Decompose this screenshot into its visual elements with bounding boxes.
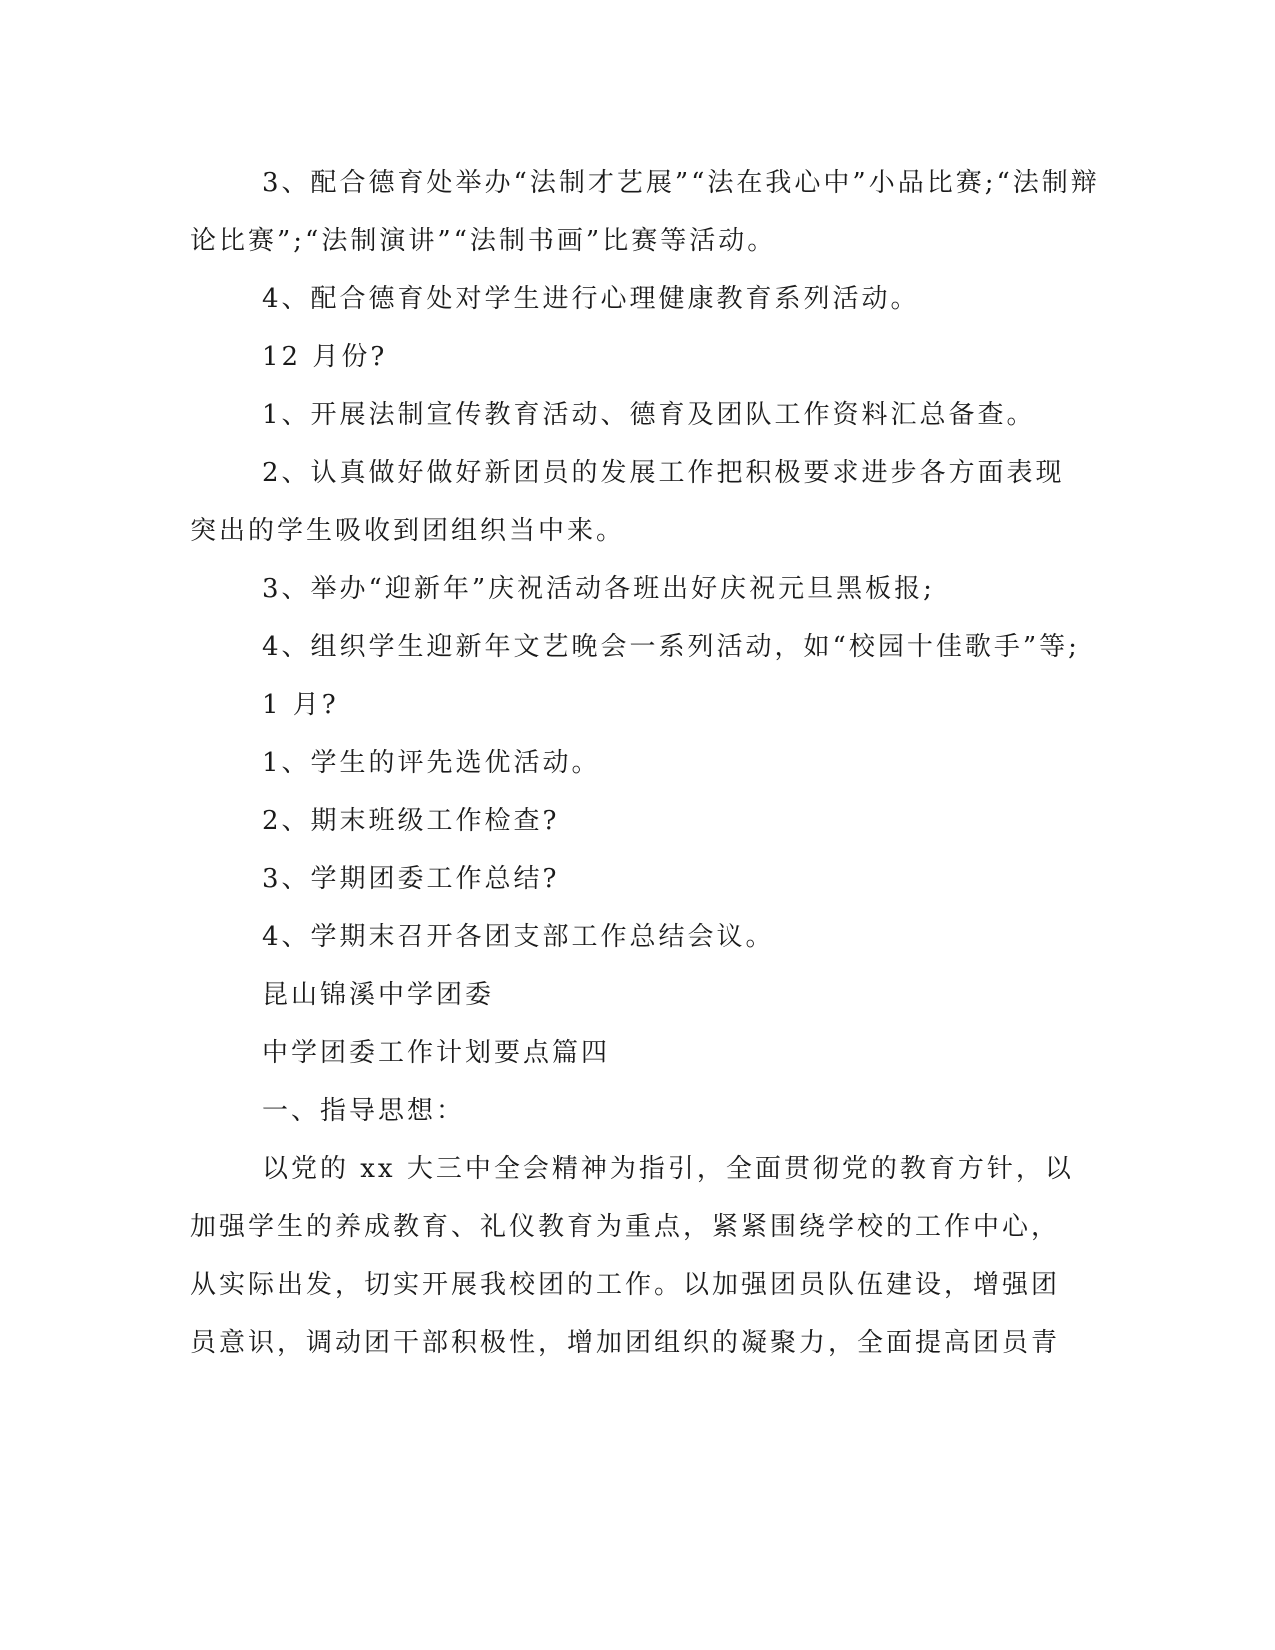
paragraph-line: 3、学期团委工作总结? bbox=[262, 864, 560, 894]
paragraph-line: 1、开展法制宣传教育活动、德育及团队工作资料汇总备查。 bbox=[262, 400, 1036, 430]
paragraph-line: 加强学生的养成教育、礼仪教育为重点，紧紧围绕学校的工作中心， bbox=[190, 1212, 1061, 1242]
paragraph-line: 2、期末班级工作检查? bbox=[262, 806, 560, 836]
paragraph-line: 论比赛”;“法制演讲”“法制书画”比赛等活动。 bbox=[190, 226, 777, 256]
signature-line: 昆山锦溪中学团委 bbox=[262, 980, 495, 1010]
paragraph-line: 以党的 xx 大三中全会精神为指引，全面贯彻党的教育方针，以 bbox=[262, 1154, 1074, 1184]
paragraph-line: 1、学生的评先选优活动。 bbox=[262, 748, 601, 778]
paragraph-line: 4、配合德育处对学生进行心理健康教育系列活动。 bbox=[262, 284, 920, 314]
paragraph-line: 突出的学生吸收到团组织当中来。 bbox=[190, 516, 626, 546]
paragraph-line: 从实际出发，切实开展我校团的工作。以加强团员队伍建设，增强团 bbox=[190, 1270, 1061, 1300]
month-heading: 12 月份? bbox=[262, 342, 388, 372]
paragraph-line: 2、认真做好做好新团员的发展工作把积极要求进步各方面表现 bbox=[262, 458, 1065, 488]
section-title: 中学团委工作计划要点篇四 bbox=[262, 1038, 611, 1068]
paragraph-line: 4、组织学生迎新年文艺晚会一系列活动，如“校园十佳歌手”等; bbox=[262, 632, 1080, 662]
month-heading: 1 月? bbox=[262, 690, 339, 720]
paragraph-line: 3、配合德育处举办“法制才艺展”“法在我心中”小品比赛;“法制辩 bbox=[262, 168, 1100, 198]
paragraph-line: 4、学期末召开各团支部工作总结会议。 bbox=[262, 922, 775, 952]
paragraph-line: 员意识，调动团干部积极性，增加团组织的凝聚力，全面提高团员青 bbox=[190, 1328, 1061, 1358]
paragraph-line: 3、举办“迎新年”庆祝活动各班出好庆祝元旦黑板报; bbox=[262, 574, 935, 604]
section-heading: 一、指导思想： bbox=[262, 1096, 466, 1126]
